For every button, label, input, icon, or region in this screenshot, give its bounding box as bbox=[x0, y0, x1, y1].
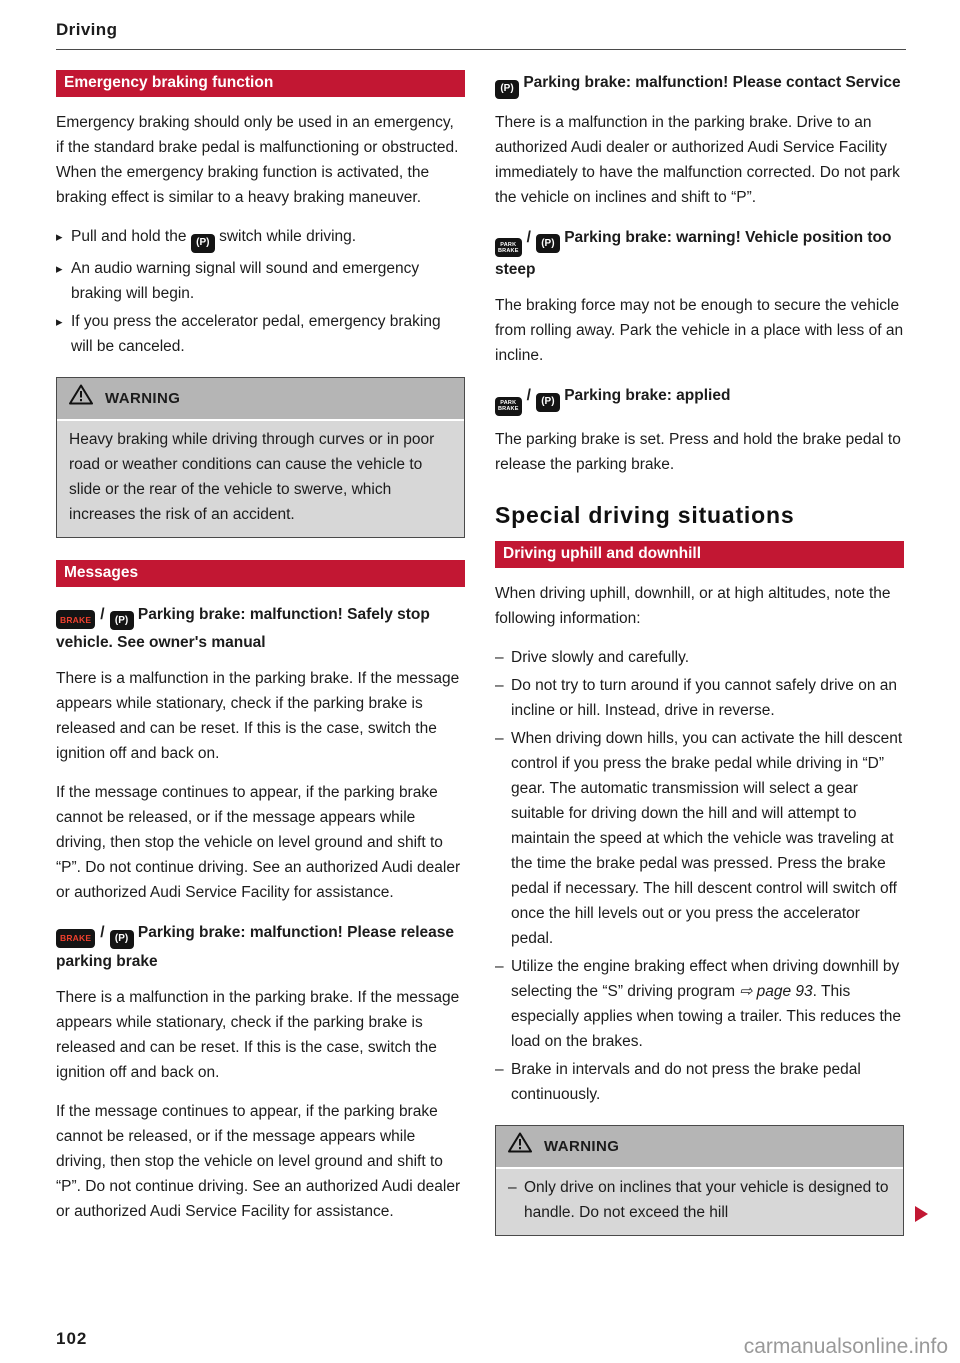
message-paragraph: There is a malfunction in the parking brake. Drive to an authorized Audi dealer or authorized Audi Service Facility immediately to have the malfunction corrected. Do not park the vehicle on inclines and shift to “P”. bbox=[495, 113, 900, 206]
warning-triangle-icon bbox=[69, 384, 93, 413]
bullet-marker-icon: ▸ bbox=[56, 313, 63, 329]
parking-brake-lamp-icon: (P) bbox=[110, 930, 134, 949]
message-paragraph: The parking brake is set. Press and hold the brake pedal to release the parking brake. bbox=[495, 430, 901, 473]
chapter-header: Driving bbox=[56, 20, 906, 50]
message-title-text: Parking brake: warning! Vehicle position too steep bbox=[495, 228, 892, 278]
dash-item-text: Drive slowly and carefully. bbox=[511, 648, 690, 666]
watermark: carmanualsonline.info bbox=[743, 1335, 948, 1358]
section-banner-uphill-downhill: Driving uphill and downhill bbox=[495, 541, 904, 568]
uphill-downhill-intro: When driving uphill, downhill, or at high altitudes, note the following information: bbox=[495, 584, 891, 627]
warning-box-wrapper bbox=[495, 1125, 904, 1236]
bullet-text: An audio warning signal will sound and emergency braking will begin. bbox=[71, 259, 420, 302]
dash-marker: – bbox=[495, 648, 504, 666]
list-item bbox=[56, 256, 465, 306]
park-brake-lamp-icon: PARK BRAKE bbox=[495, 238, 522, 257]
parking-brake-lamp-icon: (P) bbox=[110, 611, 134, 630]
bullet-marker-icon: ▸ bbox=[56, 260, 63, 276]
dash-item-text: When driving down hills, you can activate the hill descent control if you press the brake pedal while driving in “D” gear. The automatic transmission will select a gear suitable for driving down the hill and will attempt to maintain the speed at which the vehicle was traveling at the time the brake pedal was pressed. Press the brake pedal if necessary. The hill descent control will switch off once the hill levels out or you press the accelerator pedal. bbox=[511, 729, 903, 947]
list-item bbox=[508, 1175, 891, 1225]
dash-marker: – bbox=[495, 1060, 504, 1078]
warning-box-header bbox=[57, 378, 464, 421]
two-column-layout bbox=[56, 70, 904, 1238]
page-number: 102 bbox=[56, 1329, 88, 1348]
message-heading bbox=[56, 602, 465, 656]
list-item bbox=[56, 309, 465, 359]
uphill-downhill-dash-list bbox=[495, 645, 904, 1107]
warning-box-body: Heavy braking while driving through curves or in poor road or weather conditions can cause the vehicle to slide or the rear of the vehicle to swerve, which increases the risk of an accident. bbox=[57, 421, 464, 537]
warning-title: WARNING bbox=[544, 1137, 620, 1155]
message-heading bbox=[56, 920, 465, 974]
slash-separator: / bbox=[526, 387, 531, 404]
left-column bbox=[56, 70, 465, 1238]
right-column bbox=[495, 70, 904, 1238]
list-item bbox=[495, 1057, 904, 1107]
slash-separator: / bbox=[100, 605, 105, 623]
dash-marker: – bbox=[508, 1178, 517, 1196]
parking-brake-switch-icon: (P) bbox=[191, 234, 215, 253]
message-heading bbox=[495, 70, 904, 99]
list-item bbox=[495, 673, 904, 723]
list-item bbox=[495, 726, 904, 951]
warning-box bbox=[495, 1125, 904, 1236]
warning-box bbox=[56, 377, 465, 538]
parking-brake-lamp-icon: (P) bbox=[536, 393, 560, 412]
message-paragraph: The braking force may not be enough to secure the vehicle from rolling away. Park the vehicle in a place with less of an incline. bbox=[495, 297, 904, 364]
message-title-text: Parking brake: malfunction! Please contact Service bbox=[523, 74, 901, 91]
warning-box-header bbox=[496, 1126, 903, 1169]
page-reference: ⇨ page 93 bbox=[739, 982, 813, 1000]
message-title-text: Parking brake: malfunction! Please release parking brake bbox=[56, 924, 455, 970]
dash-item-text: Do not try to turn around if you cannot safely drive on an incline or hill. Instead, drive in reverse. bbox=[511, 676, 898, 719]
message-heading bbox=[495, 383, 904, 416]
section-banner-emergency-braking: Emergency braking function bbox=[56, 70, 465, 97]
dash-marker: – bbox=[495, 957, 504, 975]
list-item bbox=[495, 954, 904, 1054]
bullet-marker-icon: ▸ bbox=[56, 229, 63, 244]
warning-dash-text: Only drive on inclines that your vehicle is designed to handle. Do not exceed the hill bbox=[524, 1178, 889, 1221]
message-paragraph: There is a malfunction in the parking brake. If the message appears while stationary, check if the parking brake is released and can be reset. If this is the case, switch the ignition off and back on. bbox=[56, 670, 460, 762]
list-item bbox=[495, 645, 904, 670]
park-brake-lamp-icon: PARK BRAKE bbox=[495, 397, 522, 416]
page-continuation-arrow-icon bbox=[915, 1206, 928, 1222]
message-title-text: Parking brake: malfunction! Safely stop vehicle. See owner's manual bbox=[56, 605, 430, 651]
message-paragraph: If the message continues to appear, if the parking brake cannot be released, or if the message appears while driving, then stop the vehicle on level ground and shift to “P”. Do not continue driving. See an authorized Audi dealer or authorized Audi Service Facility for assistance. bbox=[56, 784, 461, 901]
dash-item-text: Brake in intervals and do not press the brake pedal continuously. bbox=[511, 1060, 861, 1103]
message-paragraph: There is a malfunction in the parking brake. If the message appears while stationary, check if the parking brake is released and can be reset. If this is the case, switch the ignition off and back on. bbox=[56, 988, 460, 1081]
slash-separator: / bbox=[526, 228, 531, 246]
emergency-braking-bullet-list bbox=[56, 224, 465, 359]
message-title-text: Parking brake: applied bbox=[564, 387, 731, 404]
dash-item-text: Utilize the engine braking effect when driving downhill by selecting the “S” driving program ⇨ page 93. This especially applies when towing a trailer. This reduces the load on the brakes. bbox=[511, 957, 902, 1050]
dash-marker: – bbox=[495, 676, 504, 694]
bullet-text: Pull and hold the (P) switch while driving. bbox=[71, 224, 465, 253]
slash-separator: / bbox=[100, 924, 105, 941]
warning-title: WARNING bbox=[105, 389, 181, 407]
emergency-braking-intro: Emergency braking should only be used in an emergency, if the standard brake pedal is malfunctioning or obstructed. When the emergency braking function is activated, the braking effect is similar to a heavy braking maneuver. bbox=[56, 114, 459, 206]
section-banner-messages: Messages bbox=[56, 560, 465, 587]
parking-brake-service-icon: (P) bbox=[495, 80, 519, 99]
brake-warning-lamp-icon: BRAKE bbox=[56, 610, 95, 629]
brake-warning-lamp-icon: BRAKE bbox=[56, 929, 95, 948]
parking-brake-lamp-icon: (P) bbox=[536, 234, 560, 253]
dash-marker: – bbox=[495, 729, 504, 747]
list-item bbox=[56, 224, 465, 253]
section-heading-special-driving: Special driving situations bbox=[495, 501, 795, 528]
message-paragraph: If the message continues to appear, if the parking brake cannot be released, or if the message appears while driving, then stop the vehicle on level ground and shift to “P”. Do not continue driving. See an authorized Audi dealer or authorized Audi Service Facility for assistance. bbox=[56, 1102, 461, 1220]
message-heading bbox=[495, 225, 904, 283]
warning-box-body bbox=[496, 1169, 903, 1235]
bullet-text: If you press the accelerator pedal, emergency braking will be canceled. bbox=[71, 312, 441, 355]
warning-triangle-icon bbox=[508, 1132, 532, 1161]
